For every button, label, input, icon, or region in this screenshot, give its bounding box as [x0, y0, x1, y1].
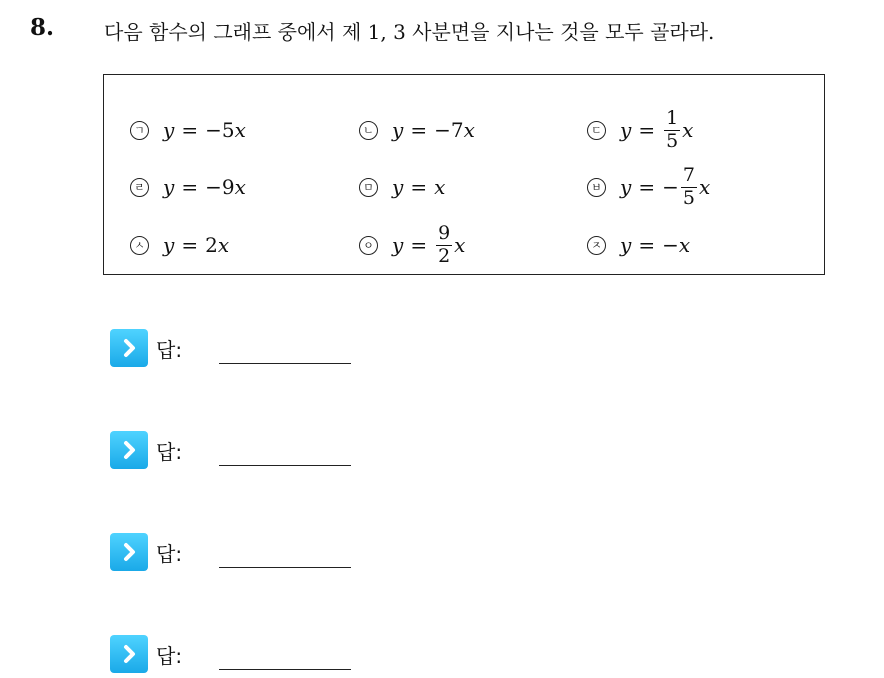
- answer-badge: [110, 329, 148, 367]
- answer-label: 답:: [156, 541, 183, 566]
- eq-lhs: y: [163, 233, 175, 257]
- eq-lhs: y: [392, 175, 404, 199]
- eq-variable: x: [678, 233, 691, 257]
- choice-item: [587, 105, 693, 155]
- chevron-right-icon: [118, 337, 140, 359]
- eq-variable: x: [454, 233, 466, 257]
- choice-item: [130, 162, 246, 212]
- choice-marker: ㅇ: [359, 236, 378, 255]
- eq-lhs: y: [163, 118, 175, 142]
- eq-variable: x: [234, 175, 246, 199]
- eq-coefficient: 2: [205, 233, 218, 257]
- choice-marker: ㅈ: [587, 236, 606, 255]
- answer-badge: [110, 635, 148, 673]
- choice-item: [359, 220, 465, 270]
- fraction-denominator: 5: [682, 186, 695, 209]
- eq-variable: x: [698, 175, 711, 199]
- choice-equation: [163, 118, 246, 142]
- eq-variable: x: [682, 118, 694, 142]
- chevron-right-icon: [118, 541, 140, 563]
- answer-badge: [110, 431, 148, 469]
- eq-lhs: y: [392, 233, 404, 257]
- eq-lhs: y: [163, 175, 175, 199]
- answer-blank[interactable]: [219, 465, 351, 466]
- eq-fraction: [681, 163, 697, 209]
- choice-marker: ㄷ: [587, 121, 606, 140]
- choice-equation: [620, 106, 694, 152]
- eq-coefficient: −7: [434, 118, 464, 142]
- answer-row: [110, 634, 351, 674]
- choice-marker: ㅂ: [587, 178, 606, 197]
- eq-operator: =: [638, 175, 656, 199]
- eq-operator: =: [181, 118, 199, 142]
- answer-blank[interactable]: [219, 363, 351, 364]
- answer-blank[interactable]: [219, 567, 351, 568]
- choice-equation: [620, 163, 711, 209]
- question-number: 8.: [30, 14, 55, 41]
- choice-marker: ㅅ: [130, 236, 149, 255]
- eq-fraction: [664, 106, 680, 152]
- eq-variable: x: [463, 118, 475, 142]
- fraction-numerator: 9: [438, 221, 451, 244]
- choice-item: [130, 220, 229, 270]
- choice-equation: [392, 118, 475, 142]
- eq-coefficient: −: [662, 233, 679, 257]
- answer-row: [110, 430, 351, 470]
- eq-operator: =: [638, 118, 656, 142]
- answer-label: 답:: [156, 439, 183, 464]
- choice-item: [359, 105, 475, 155]
- fraction-denominator: 5: [666, 129, 679, 152]
- fraction-numerator: 1: [666, 106, 679, 129]
- eq-operator: =: [638, 233, 656, 257]
- eq-lhs: y: [620, 175, 632, 199]
- choice-marker: ㅁ: [359, 178, 378, 197]
- answer-blank[interactable]: [219, 669, 351, 670]
- choice-box: [103, 74, 825, 275]
- choice-equation: [392, 175, 445, 199]
- choice-item: [130, 105, 246, 155]
- choice-marker: ㄴ: [359, 121, 378, 140]
- choice-item: [587, 162, 710, 212]
- choice-equation: [392, 221, 466, 267]
- eq-coefficient: −5: [205, 118, 235, 142]
- eq-operator: =: [181, 233, 199, 257]
- eq-variable: x: [217, 233, 230, 257]
- answer-label: 답:: [156, 643, 183, 668]
- answer-badge: [110, 533, 148, 571]
- choice-equation: [163, 175, 246, 199]
- eq-sign: −: [662, 175, 679, 199]
- answer-row: [110, 328, 351, 368]
- fraction-numerator: 7: [682, 163, 695, 186]
- eq-variable: x: [434, 175, 446, 199]
- chevron-right-icon: [118, 643, 140, 665]
- answer-row: [110, 532, 351, 572]
- eq-fraction: [436, 221, 452, 267]
- fraction-denominator: 2: [438, 244, 451, 267]
- choice-equation: [620, 233, 690, 257]
- eq-lhs: y: [620, 118, 632, 142]
- choice-equation: [163, 233, 229, 257]
- question-text: 다음 함수의 그래프 중에서 제 1, 3 사분면을 지나는 것을 모두 골라라.: [104, 20, 715, 44]
- choice-item: [587, 220, 690, 270]
- eq-operator: =: [410, 118, 428, 142]
- answer-label: 답:: [156, 337, 183, 362]
- choice-marker: ㄹ: [130, 178, 149, 197]
- choice-item: [359, 162, 445, 212]
- chevron-right-icon: [118, 439, 140, 461]
- eq-operator: =: [410, 233, 428, 257]
- eq-lhs: y: [392, 118, 404, 142]
- eq-operator: =: [410, 175, 428, 199]
- eq-coefficient: −9: [205, 175, 235, 199]
- eq-lhs: y: [620, 233, 632, 257]
- choice-marker: ㄱ: [130, 121, 149, 140]
- eq-variable: x: [234, 118, 246, 142]
- eq-operator: =: [181, 175, 199, 199]
